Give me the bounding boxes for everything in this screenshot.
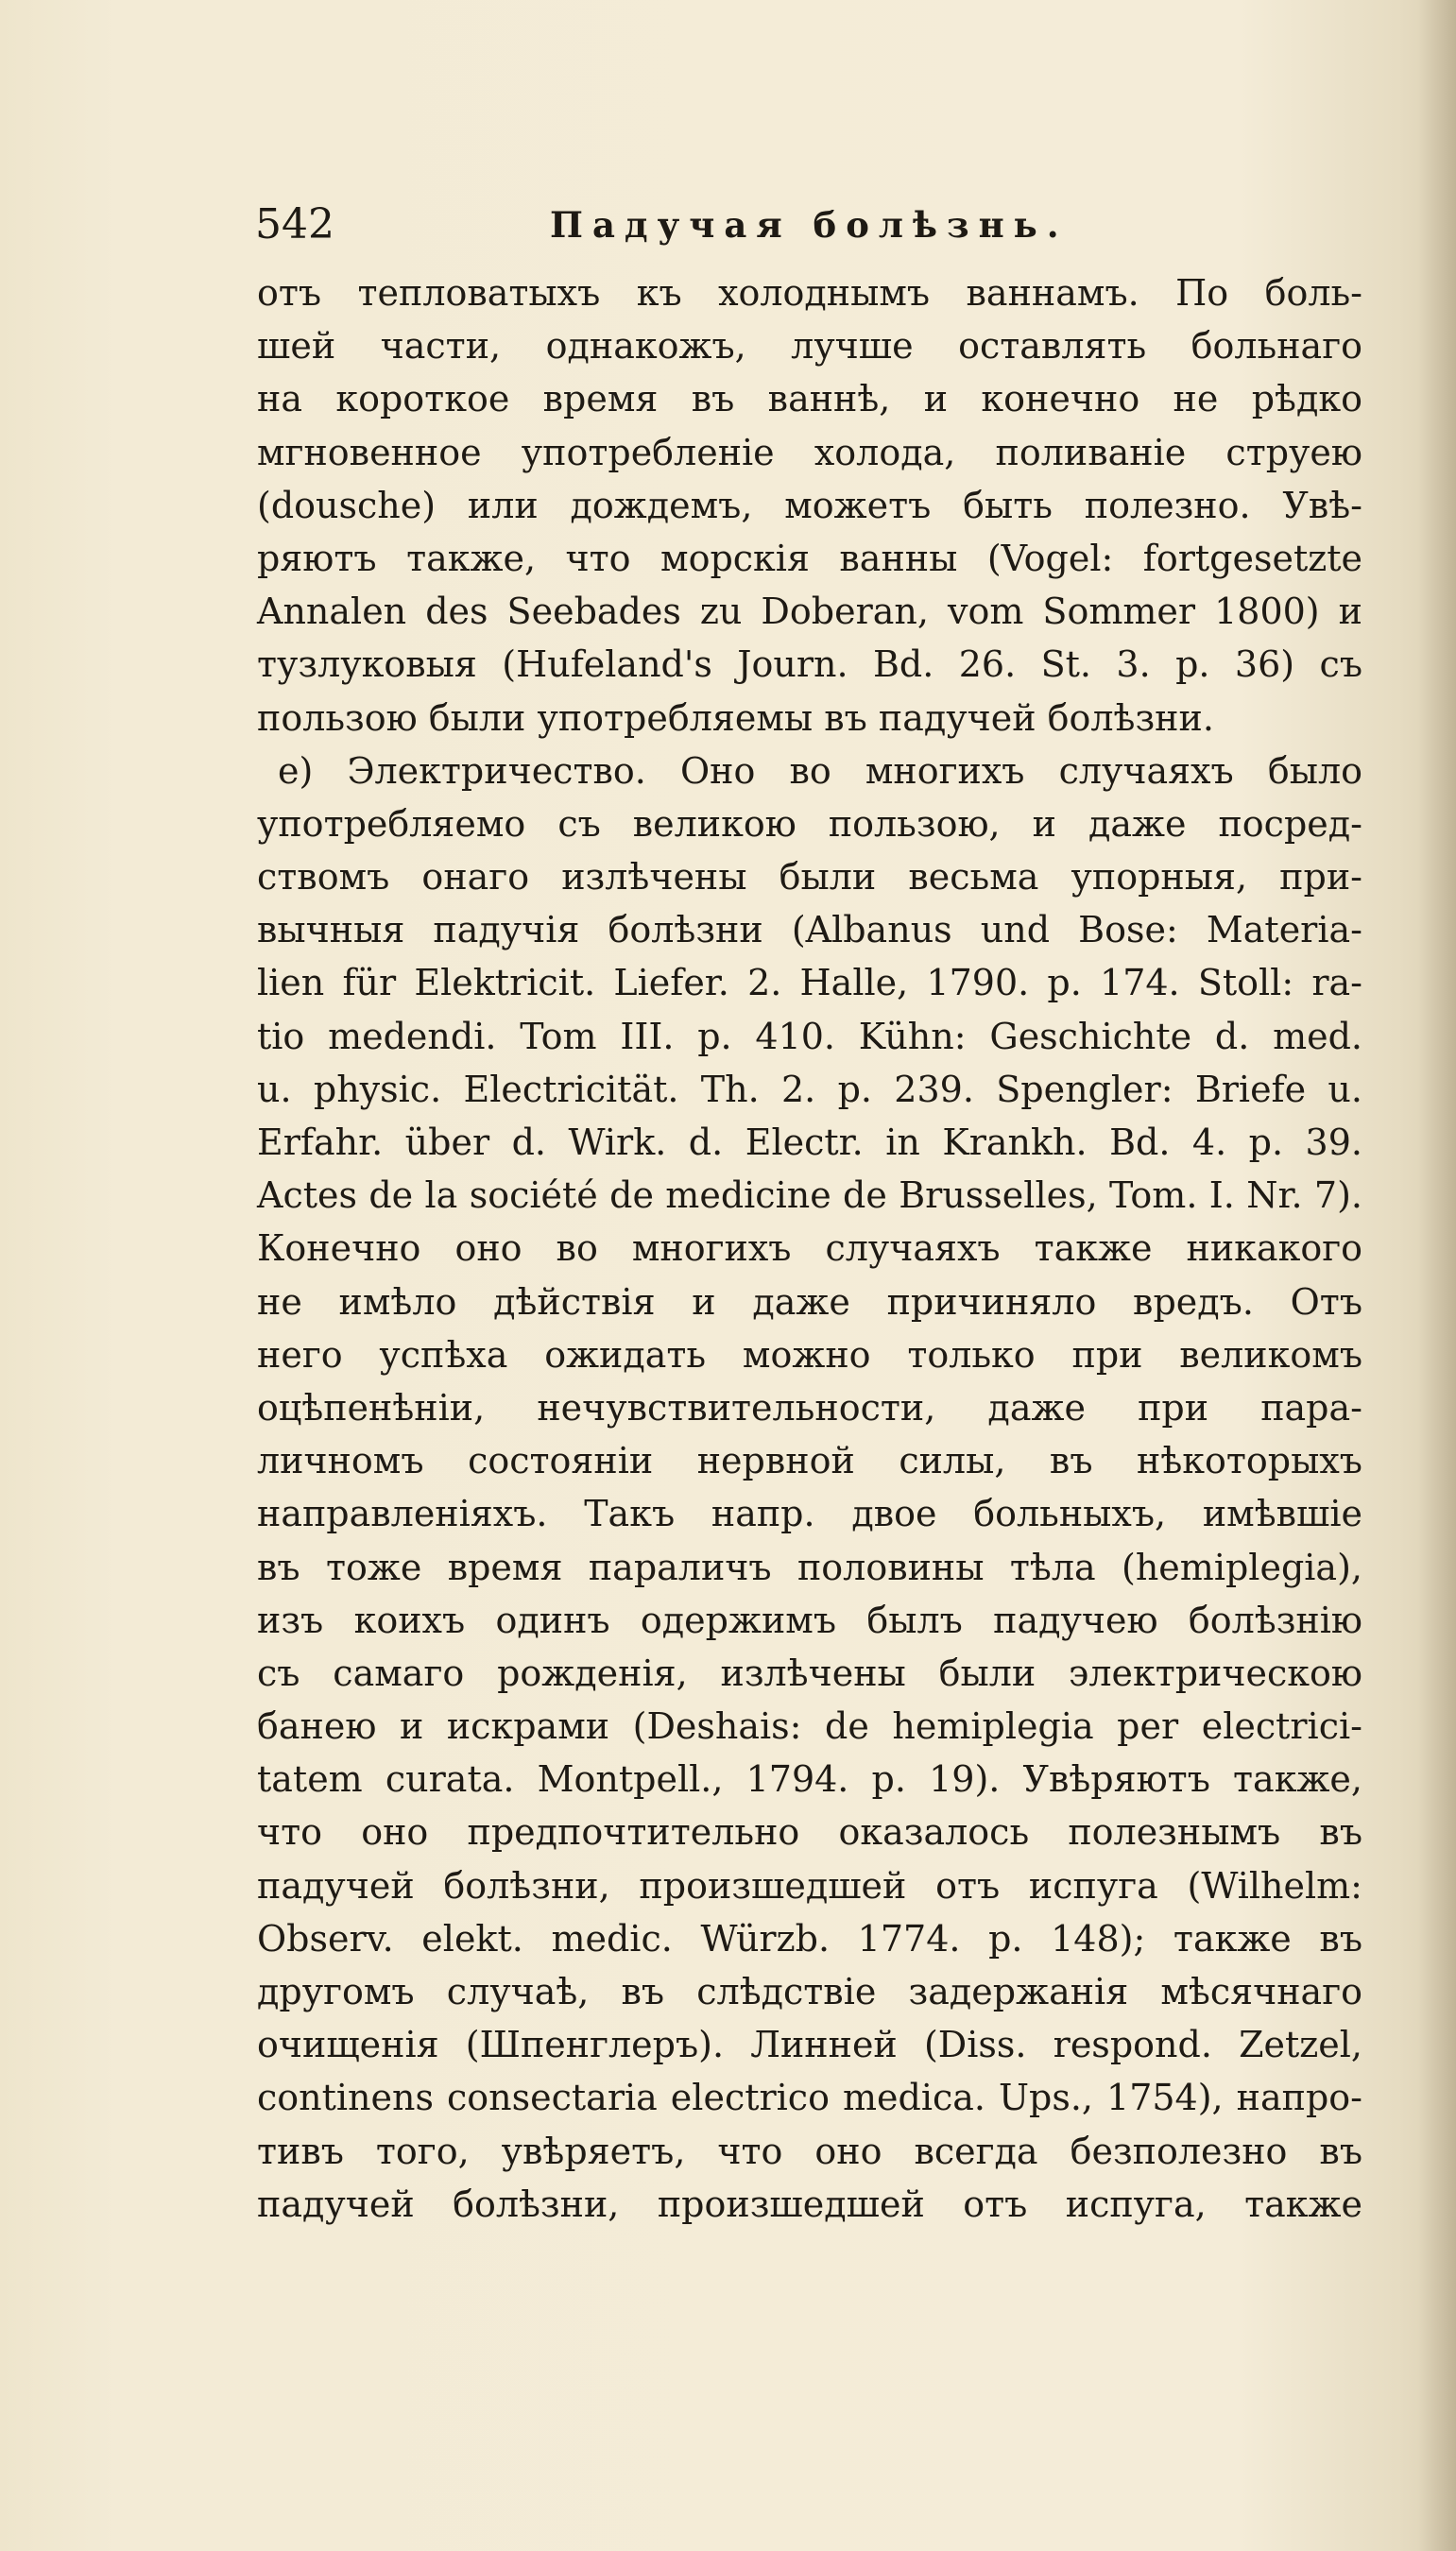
text-line: него успѣха ожидать можно только при великомъ bbox=[257, 1333, 1362, 1376]
text-line: tatem curata. Montpell., 1794. p. 19). Увѣряютъ также, bbox=[257, 1758, 1362, 1801]
text-line: continens consectaria electrico medica. Ups., 1754), напро- bbox=[257, 2077, 1362, 2119]
text-line: оцѣпенѣніи, нечувствительности, даже при пара- bbox=[257, 1386, 1362, 1429]
text-line: другомъ случаѣ, въ слѣдствіе задержанія мѣсячнаго bbox=[257, 1971, 1362, 2012]
text-line: вычныя падучія болѣзни (Albanus und Bose: Materia- bbox=[257, 909, 1362, 951]
text-line: Конечно оно во многихъ случаяхъ также никакого bbox=[257, 1227, 1362, 1270]
text-line: банею и искрами (Deshais: de hemiplegia per electrici- bbox=[257, 1705, 1362, 1748]
text-line: Erfahr. über d. Wirk. d. Electr. in Krankh. Bd. 4. p. 39. bbox=[257, 1121, 1362, 1163]
text-line: очищенія (Шпенглеръ). Линней (Diss. respond. Zetzel, bbox=[257, 2024, 1362, 2066]
text-line: отъ тепловатыхъ къ холоднымъ ваннамъ. По боль- bbox=[257, 272, 1362, 314]
text-line: падучей болѣзни, произшедшей отъ испуга (Wilhelm: bbox=[257, 1864, 1362, 1907]
text-line: u. physic. Electricität. Th. 2. p. 239. Spengler: Briefe u. bbox=[257, 1068, 1362, 1110]
text-line: ряютъ также, что морскія ванны (Vogel: fortgesetzte bbox=[257, 537, 1362, 579]
page-edge-shadow bbox=[1418, 0, 1456, 2551]
text-line: падучей болѣзни, произшедшей отъ испуга, также bbox=[257, 2183, 1362, 2225]
text-line: lien für Elektricit. Liefer. 2. Halle, 1790. p. 174. Stoll: ra- bbox=[257, 962, 1362, 1004]
section-heading-line: e) Электричество. Оно во многихъ случаяхъ было bbox=[278, 749, 1362, 792]
text-line: тивъ того, увѣряетъ, что оно всегда безполезно въ bbox=[257, 2130, 1362, 2172]
text-line: изъ коихъ одинъ одержимъ былъ падучею болѣзнію bbox=[257, 1599, 1362, 1641]
text-line: въ тоже время параличъ половины тѣла (hemiplegia), bbox=[257, 1546, 1362, 1588]
text-line: мгновенное употребленіе холода, поливаніе струею bbox=[257, 431, 1362, 473]
text-line: Observ. elekt. medic. Würzb. 1774. p. 148); также въ bbox=[257, 1917, 1362, 1960]
text-line: что оно предпочтительно оказалось полезнымъ въ bbox=[257, 1811, 1362, 1854]
text-line: на короткое время въ ваннѣ, и конечно не рѣдко bbox=[257, 378, 1362, 420]
text-line: употребляемо съ великою пользою, и даже посред- bbox=[257, 802, 1362, 845]
page-header bbox=[255, 197, 1200, 253]
text-line: тузлуковыя (Hufeland's Journ. Bd. 26. St. 3. p. 36) съ bbox=[257, 643, 1362, 686]
body-text bbox=[257, 266, 1362, 2231]
text-line: пользою были употребляемы въ падучей болѣзни. bbox=[257, 696, 1214, 739]
text-line: Actes de la société de medicine de Brusselles, Tom. I. Nr. 7). bbox=[257, 1174, 1362, 1217]
running-title: Падучая болѣзнь. bbox=[550, 204, 1069, 246]
text-line: Annalen des Seebades zu Doberan, vom Sommer 1800) и bbox=[257, 591, 1362, 633]
text-line: личномъ состояніи нервной силы, въ нѣкоторыхъ bbox=[257, 1440, 1362, 1482]
text-line: направленіяхъ. Такъ напр. двое больныхъ, имѣвшіе bbox=[257, 1493, 1362, 1535]
text-line: (dousche) или дождемъ, можетъ быть полезно. Увѣ- bbox=[257, 484, 1362, 526]
page-number: 542 bbox=[255, 200, 334, 248]
text-line: tio medendi. Tom III. p. 410. Kühn: Geschichte d. med. bbox=[257, 1015, 1362, 1057]
text-line: съ самаго рожденія, излѣчены были электрическою bbox=[257, 1652, 1362, 1694]
text-line: ствомъ онаго излѣчены были весьма упорныя, при- bbox=[257, 856, 1362, 899]
text-line: шей части, однакожъ, лучше оставлять больнаго bbox=[257, 325, 1362, 368]
text-line: не имѣло дѣйствія и даже причиняло вредъ. Отъ bbox=[257, 1280, 1362, 1323]
